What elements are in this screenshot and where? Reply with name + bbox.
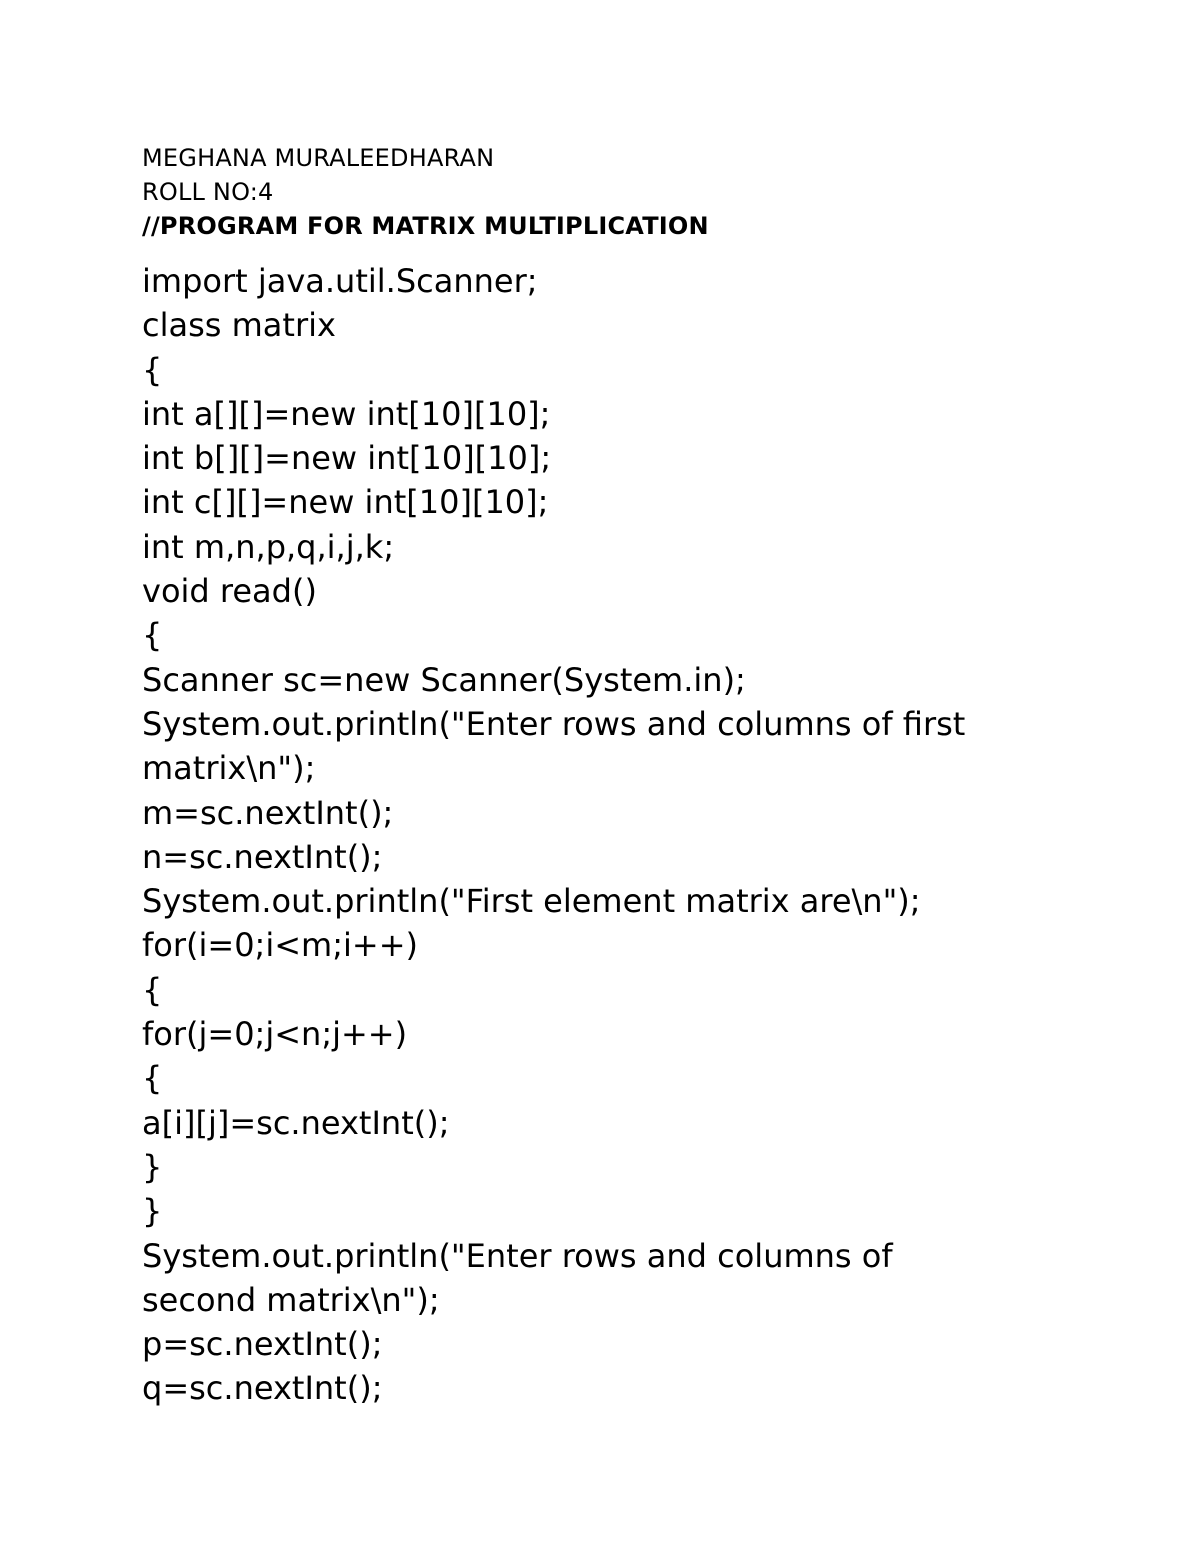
code-line: m=sc.nextInt(); [142, 793, 394, 832]
code-line: class matrix [142, 306, 336, 345]
code-line: for(j=0;j<n;j++) [142, 1015, 408, 1054]
code-line: int c[][]=new int[10][10]; [142, 483, 549, 522]
code-line: second matrix\n"); [142, 1280, 440, 1319]
code-line: System.out.println("First element matrix are\n"); [142, 882, 921, 921]
code-line: } [142, 1147, 163, 1186]
code-line: { [142, 350, 163, 389]
code-line: for(i=0;i<m;i++) [142, 926, 418, 965]
code-line: q=sc.nextInt(); [142, 1369, 383, 1408]
code-line: n=sc.nextInt(); [142, 837, 383, 876]
code-line: void read() [142, 572, 317, 611]
code-line: int a[][]=new int[10][10]; [142, 394, 551, 433]
code-line: System.out.println("Enter rows and columns of [142, 1236, 893, 1275]
code-line: int b[][]=new int[10][10]; [142, 439, 552, 478]
author-name: MEGHANA MURALEEDHARAN [142, 144, 495, 172]
roll-number: ROLL NO:4 [142, 178, 274, 206]
document-header [142, 141, 1102, 243]
code-line: int m,n,p,q,i,j,k; [142, 527, 395, 566]
code-line: { [142, 616, 163, 655]
code-line: } [142, 1192, 163, 1231]
code-listing [142, 259, 1082, 1411]
code-line: System.out.println("Enter rows and columns of first [142, 704, 966, 743]
program-title: //PROGRAM FOR MATRIX MULTIPLICATION [142, 212, 709, 240]
code-line: Scanner sc=new Scanner(System.in); [142, 660, 746, 699]
code-line: matrix\n"); [142, 749, 316, 788]
code-line: { [142, 1059, 163, 1098]
code-line: import java.util.Scanner; [142, 262, 538, 300]
code-line: a[i][j]=sc.nextInt(); [142, 1103, 450, 1142]
code-line: p=sc.nextInt(); [142, 1325, 383, 1364]
code-line: { [142, 970, 163, 1009]
